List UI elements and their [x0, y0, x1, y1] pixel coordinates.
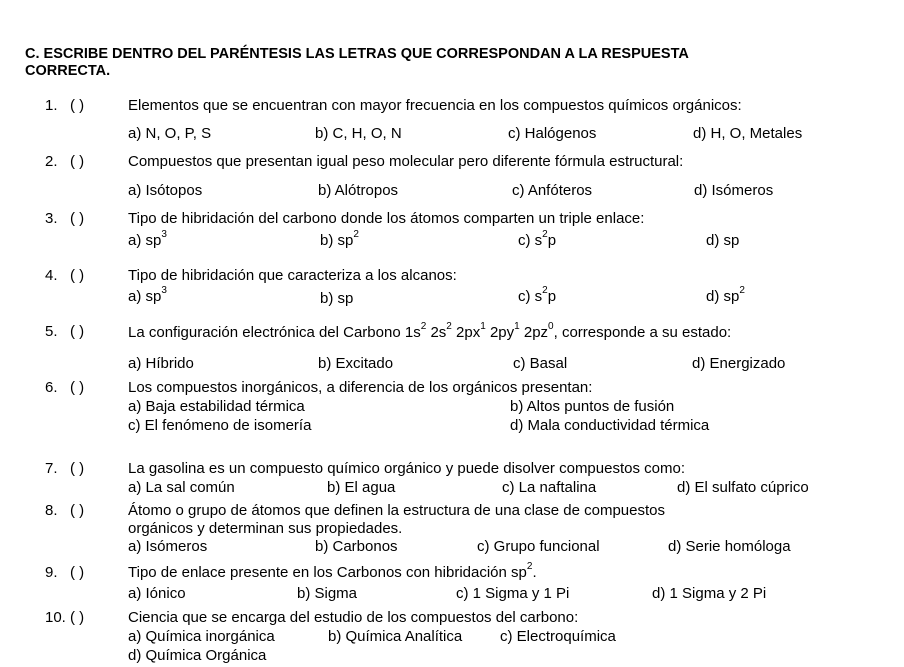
option-b: b) $sp^2$: [320, 229, 359, 249]
question-number: 8.: [45, 502, 58, 519]
question-text: Compuestos que presentan igual peso molecular pero diferente fórmula estructural:: [128, 153, 684, 170]
question-text: La configuración electrónica del Carbono $1s^2$ $2s^2$ $2px^1$ $2py^1$ $2pz^0$, corresponde a su estado:: [128, 321, 732, 341]
answer-blank[interactable]: ( ): [70, 267, 85, 284]
option-b: b) sp: [320, 290, 354, 307]
question-text: Tipo de hibridación que caracteriza a los alcanos:: [128, 267, 457, 284]
answer-blank[interactable]: ( ): [70, 97, 85, 114]
option-c: c) Basal: [513, 355, 568, 372]
option-d: d) Mala conductividad térmica: [510, 417, 710, 434]
option-d: d) H, O, Metales: [693, 125, 803, 142]
option-c: c) Grupo funcional: [477, 538, 600, 555]
answer-blank[interactable]: ( ): [70, 153, 85, 170]
option-a: a) N, O, P, S: [128, 125, 212, 142]
question-number: 1.: [45, 97, 58, 114]
option-d: d) Química Orgánica: [128, 647, 267, 664]
option-c: c) Electroquímica: [500, 628, 616, 645]
question-number: 5.: [45, 323, 58, 340]
question-number: 7.: [45, 460, 58, 477]
option-c: c) La naftalina: [502, 479, 597, 496]
option-d: d) Energizado: [692, 355, 786, 372]
answer-blank[interactable]: ( ): [70, 379, 85, 396]
option-d: d) $sp^2$: [706, 285, 745, 305]
option-d: d) 1 Sigma y 2 Pi: [652, 585, 767, 602]
option-a: a) $sp^3$: [128, 229, 167, 249]
option-b: b) Química Analítica: [328, 628, 463, 645]
question-text: Los compuestos inorgánicos, a diferencia de los orgánicos presentan:: [128, 379, 593, 396]
answer-blank[interactable]: ( ): [70, 460, 85, 477]
option-b: b) El agua: [327, 479, 396, 496]
section-title-line1: C. ESCRIBE DENTRO DEL PARÉNTESIS LAS LETRAS QUE CORRESPONDAN A LA RESPUESTA: [25, 46, 689, 62]
option-a: a) $sp^3$: [128, 285, 167, 305]
option-c: c) El fenómeno de isomería: [128, 417, 312, 434]
option-c: c) $s^2p$: [518, 229, 557, 249]
question-text: Elementos que se encuentran con mayor frecuencia en los compuestos químicos orgánicos:: [128, 97, 742, 114]
question-number: 3.: [45, 210, 58, 227]
question-text-line2: orgánicos y determinan sus propiedades.: [128, 520, 403, 537]
question-text: Tipo de hibridación del carbono donde los átomos comparten un triple enlace:: [128, 210, 645, 227]
option-a: a) La sal común: [128, 479, 235, 496]
option-c: c) Anfóteros: [512, 182, 593, 199]
option-d: d) El sulfato cúprico: [677, 479, 809, 496]
option-c: c) 1 Sigma y 1 Pi: [456, 585, 570, 602]
option-d: d) sp: [706, 232, 740, 249]
option-a: a) Iónico: [128, 585, 186, 602]
question-number: 9.: [45, 564, 58, 581]
option-a: a) Híbrido: [128, 355, 194, 372]
question-number: 6.: [45, 379, 58, 396]
section-title-line2: CORRECTA.: [25, 63, 111, 79]
option-b: b) Sigma: [297, 585, 358, 602]
question-text: Ciencia que se encarga del estudio de los compuestos del carbono:: [128, 609, 579, 626]
answer-blank[interactable]: ( ): [70, 564, 85, 581]
question-text: La gasolina es un compuesto químico orgánico y puede disolver compuestos como:: [128, 460, 685, 477]
electron-configuration: $1s^2$ $2s^2$ $2px^1$ $2py^1$ $2pz^0$: [404, 321, 554, 341]
option-a: a) Química inorgánica: [128, 628, 275, 645]
option-d: d) Serie homóloga: [668, 538, 791, 555]
question-number: 2.: [45, 153, 58, 170]
option-a: a) Isótopos: [128, 182, 203, 199]
option-b: b) Alótropos: [318, 182, 399, 199]
question-number: 10.: [45, 609, 66, 626]
option-d: d) Isómeros: [694, 182, 774, 199]
option-c: c) Halógenos: [508, 125, 597, 142]
question-number: 4.: [45, 267, 58, 284]
option-b: b) C, H, O, N: [315, 125, 402, 142]
option-b: b) Altos puntos de fusión: [510, 398, 675, 415]
option-c: c) $s^2p$: [518, 285, 557, 305]
answer-blank[interactable]: ( ): [70, 210, 85, 227]
option-a: a) Isómeros: [128, 538, 208, 555]
option-b: b) Excitado: [318, 355, 394, 372]
option-a: a) Baja estabilidad térmica: [128, 398, 305, 415]
answer-blank[interactable]: ( ): [70, 502, 85, 519]
question-text-line1: Átomo o grupo de átomos que definen la estructura de una clase de compuestos: [128, 502, 666, 519]
answer-blank[interactable]: ( ): [70, 323, 85, 340]
question-text: Tipo de enlace presente en los Carbonos con hibridación $sp^2$.: [128, 561, 537, 581]
answer-blank[interactable]: ( ): [70, 609, 85, 626]
option-b: b) Carbonos: [315, 538, 398, 555]
